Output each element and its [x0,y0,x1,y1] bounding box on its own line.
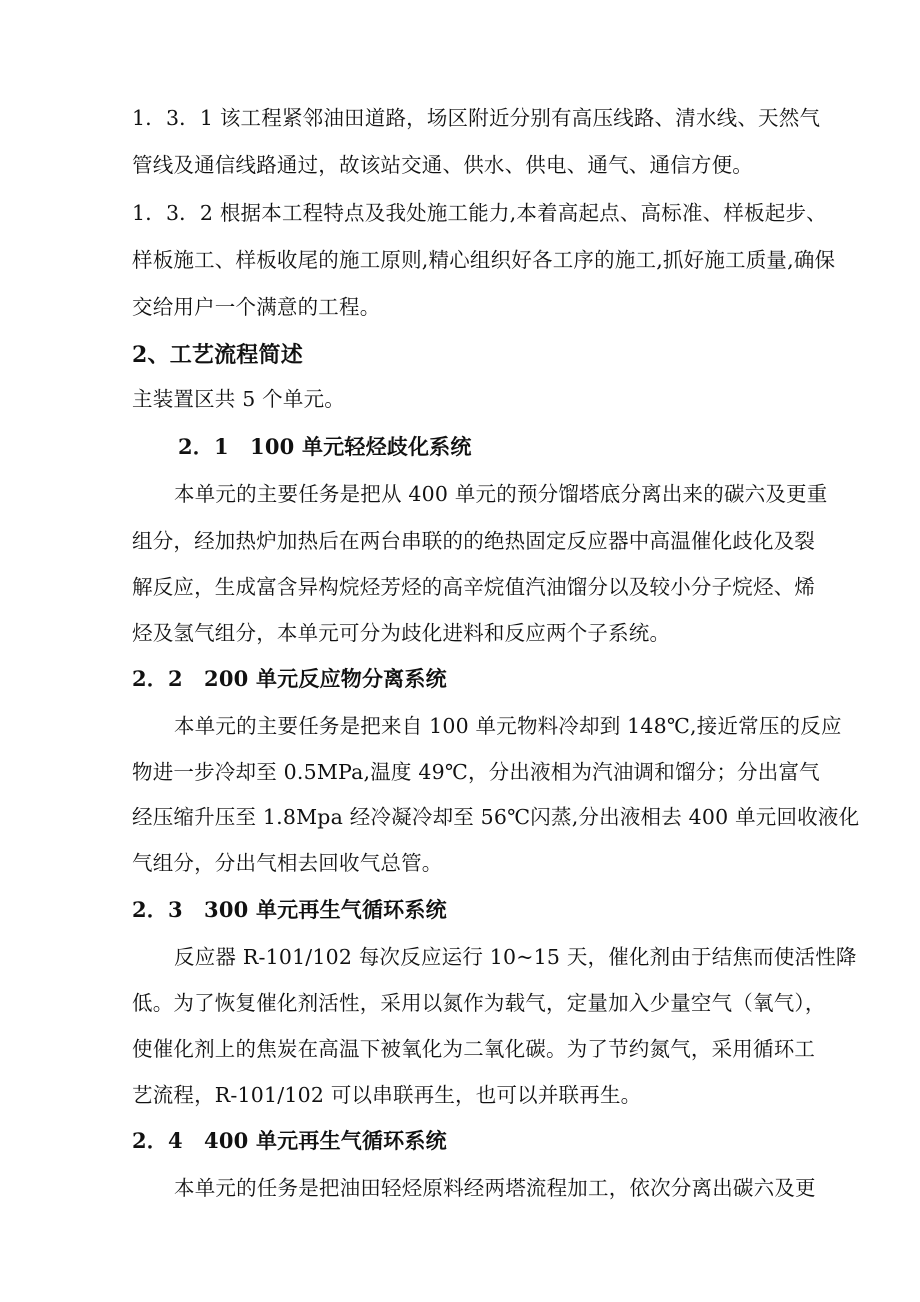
paragraph-2-1-line-3: 解反应，生成富含异构烷烃芳烃的高辛烷值汽油馏分以及较小分子烷烃、烯 [132,575,816,599]
paragraph-1-3-2-line-1: 1．3．2 根据本工程特点及我处施工能力,本着高起点、高标准、样板起步、 [132,201,827,225]
paragraph-1-3-1-line-1: 1．3．1 该工程紧邻油田道路，场区附近分别有高压线路、清水线、天然气 [132,106,821,130]
paragraph-2-3-line-2: 低。为了恢复催化剂活性，采用以氮作为载气，定量加入少量空气（氧气）， [132,991,826,1015]
paragraph-2-3-line-4: 艺流程，R-101/102 可以串联再生，也可以并联再生。 [132,1083,642,1107]
paragraph-2-2-line-1: 本单元的主要任务是把来自 100 单元物料冷却到 148℃,接近常压的反应 [174,714,842,738]
paragraph-1-3-2-line-2: 样板施工、样板收尾的施工原则,精心组织好各工序的施工,抓好施工质量,确保 [132,248,836,272]
paragraph-2-3-line-3: 使催化剂上的焦炭在高温下被氧化为二氧化碳。为了节约氮气，采用循环工 [132,1037,816,1061]
paragraph-1-3-1-line-2: 管线及通信线路通过，故该站交通、供水、供电、通气、通信方便。 [132,153,753,177]
paragraph-2-2-line-3: 经压缩升压至 1.8Mpa 经冷凝冷却至 56℃闪蒸,分出液相去 400 单元回收液化 [132,805,860,829]
subheading-2-1: 2．1 100 单元轻烃歧化系统 [178,434,472,459]
paragraph-2-3-line-1: 反应器 R-101/102 每次反应运行 10~15 天，催化剂由于结焦而使活性降 [174,945,857,969]
subheading-2-3: 2．3 300 单元再生气循环系统 [132,897,447,922]
paragraph-2-2-line-4: 气组分，分出气相去回收气总管。 [132,851,443,875]
section-2-intro: 主装置区共 5 个单元。 [132,387,345,411]
section-heading-2: 2、工艺流程简述 [132,342,303,368]
paragraph-2-1-line-2: 组分，经加热炉加热后在两台串联的的绝热固定反应器中高温催化歧化及裂 [132,529,816,553]
subheading-2-4: 2．4 400 单元再生气循环系统 [132,1128,447,1153]
paragraph-1-3-2-line-3: 交给用户一个满意的工程。 [132,295,381,319]
paragraph-2-1-line-1: 本单元的主要任务是把从 400 单元的预分馏塔底分离出来的碳六及更重 [174,482,828,506]
paragraph-2-4-line-1: 本单元的任务是把油田轻烃原料经两塔流程加工，依次分离出碳六及更 [174,1176,816,1200]
subheading-2-2: 2．2 200 单元反应物分离系统 [132,666,447,691]
paragraph-2-1-line-4: 烃及氢气组分，本单元可分为歧化进料和反应两个子系统。 [132,621,671,645]
paragraph-2-2-line-2: 物进一步冷却至 0.5MPa,温度 49℃，分出液相为汽油调和馏分；分出富气 [132,760,820,784]
